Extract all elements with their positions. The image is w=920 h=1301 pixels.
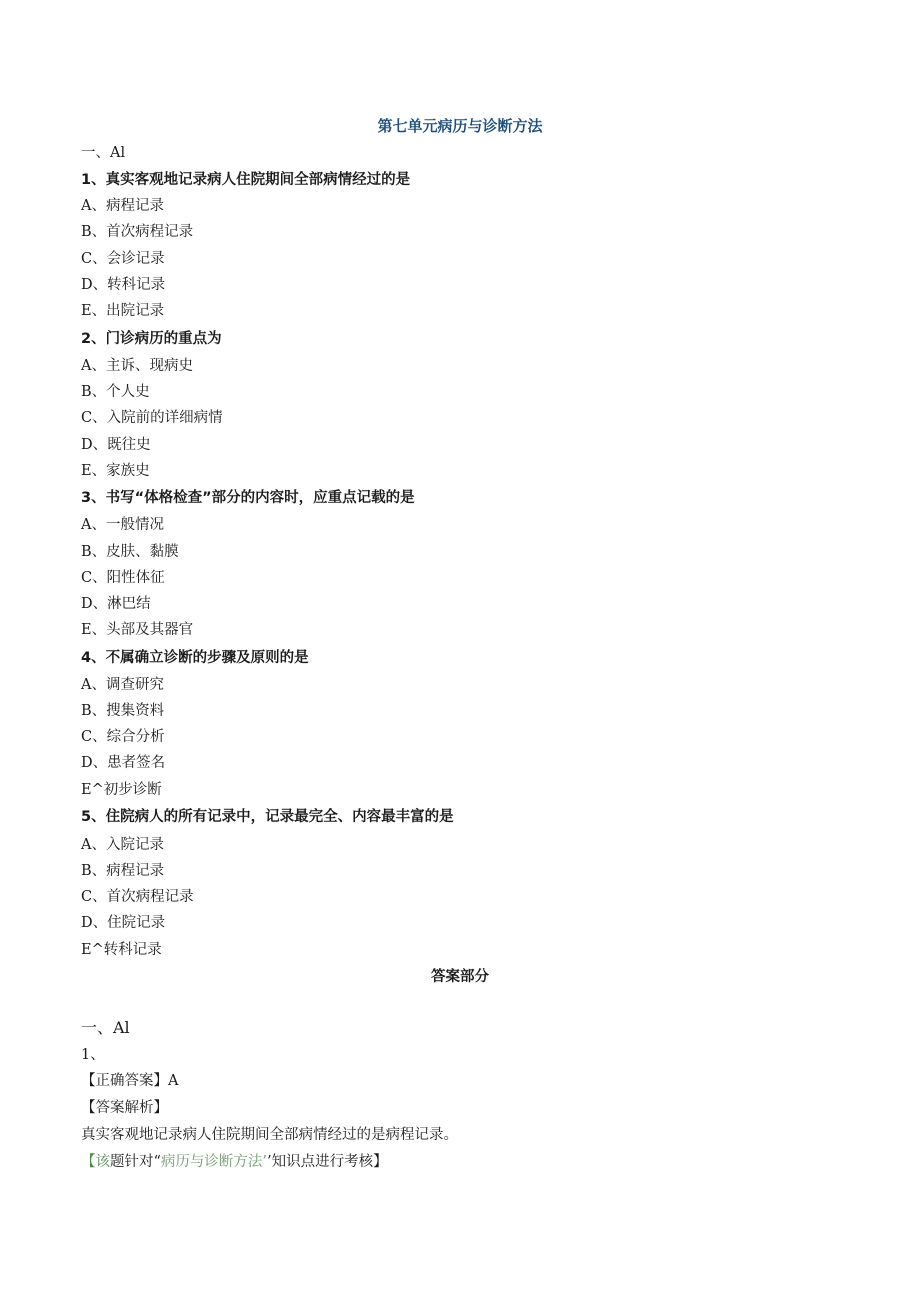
question-3-option-b: B、皮肤、黏膜 — [81, 544, 179, 560]
note-middle: 题针对“ — [110, 1154, 161, 1170]
question-5-option-d: D、住院记录 — [81, 915, 166, 931]
question-5-option-a: A、入院记录 — [81, 837, 164, 853]
analysis-label: 【答案解析】 — [81, 1100, 168, 1116]
answer-section-label: 一、Al — [81, 1018, 130, 1037]
answer-section-heading: 答案部分 — [431, 969, 489, 985]
question-3-option-d: D、淋巴结 — [81, 596, 151, 612]
question-1: 1、真实客观地记录病人住院期间全部病情经过的是 — [81, 172, 411, 188]
question-3-option-a: A、一般情况 — [81, 517, 164, 533]
page-title: 第七单元病历与诊断方法 — [377, 117, 543, 135]
note-suffix: ’知识点进行考核】 — [267, 1154, 388, 1170]
note-prefix: 【该 — [81, 1154, 110, 1170]
question-4-option-c: C、综合分析 — [81, 729, 165, 745]
question-4-option-a: A、调查研究 — [81, 677, 164, 693]
question-1-option-e: E、出院记录 — [81, 303, 165, 319]
question-1-option-a: A、病程记录 — [81, 198, 164, 214]
question-2-option-a: A、主诉、现病史 — [81, 358, 193, 374]
question-2-option-c: C、入院前的详细病情 — [81, 410, 223, 426]
note-topic: 病历与诊断方法’ — [160, 1154, 268, 1170]
analysis-text: 真实客观地记录病人住院期间全部病情经过的是病程记录。 — [81, 1127, 458, 1143]
question-3: 3、书写“体格检查”部分的内容时，应重点记载的是 — [81, 490, 415, 506]
question-4: 4、不属确立诊断的步骤及原则的是 — [81, 650, 309, 666]
question-5-option-c: C、首次病程记录 — [81, 889, 194, 905]
correct-answer: 【正确答案】A — [81, 1073, 179, 1089]
question-1-option-d: D、转科记录 — [81, 277, 166, 293]
question-2-option-d: D、既往史 — [81, 437, 151, 453]
question-5-option-b: B、病程记录 — [81, 863, 165, 879]
question-4-option-b: B、搜集资料 — [81, 703, 165, 719]
section-heading: 一、Al — [81, 145, 126, 161]
question-3-option-e: E、头部及其器官 — [81, 622, 194, 638]
question-2-option-b: B、个人史 — [81, 384, 150, 400]
question-5: 5、住院病人的所有记录中，记录最完全、内容最丰富的是 — [81, 809, 454, 825]
question-2-option-e: E、家族史 — [81, 463, 150, 479]
question-2: 2、门诊病历的重点为 — [81, 331, 222, 347]
question-4-option-d: D、患者签名 — [81, 755, 166, 771]
answer-item-number: 1、 — [81, 1047, 105, 1063]
question-5-option-e: E^转科记录 — [81, 942, 162, 958]
question-1-option-b: B、首次病程记录 — [81, 224, 194, 240]
question-4-option-e: E^初步诊断 — [81, 782, 162, 798]
question-1-option-c: C、会诊记录 — [81, 251, 165, 267]
question-3-option-c: C、阳性体征 — [81, 570, 165, 586]
knowledge-point-note — [81, 1152, 388, 1172]
